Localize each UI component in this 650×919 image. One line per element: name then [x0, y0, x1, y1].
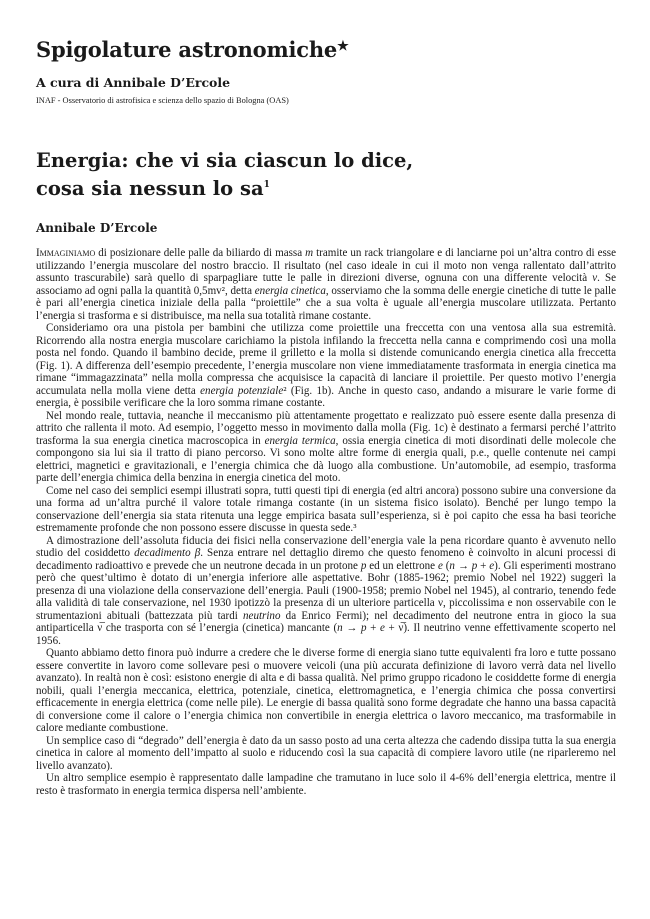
- italic-term: p: [471, 559, 478, 572]
- italic-term: neutrino: [243, 609, 281, 622]
- curator-line: A cura di Annibale D’Ercole: [36, 75, 231, 90]
- text-run: →: [342, 622, 361, 634]
- column-star-mark: ★: [337, 39, 349, 54]
- text-run: , osserviamo che la somma delle energie cinetiche di tutte le palle è pari all’energia cinetica iniziale della palla “proiettile” che a sua volta è uguale all’energia muscolare utilizzata. Pertanto l’energia si trasforma e si distribuisce, ma nella sua totalità rimane costante.: [36, 284, 616, 322]
- body-paragraph: [36, 735, 616, 773]
- text-run: A dimostrazione dell’assoluta fiducia dei fisici nella conservazione dell’energia vale la pena ricordare quanto è avvenuto nello studio del cosiddetto: [36, 534, 616, 559]
- italic-term: v: [592, 272, 598, 284]
- text-run: ² (Fig. 1b). Anche in questo caso, andando a misurare le varie forme di energia, è possibile verificare che la loro somma rimane costante.: [36, 384, 616, 409]
- article-title-line-1: Energia: che vi sia ciascun lo dice,: [36, 149, 414, 172]
- italic-term: m: [305, 247, 314, 259]
- title-footnote-marker: 1: [263, 180, 270, 190]
- text-run: Quanto abbiamo detto finora può indurre a credere che le diverse forme di energia siano tutte equivalenti fra loro e tutte possano essere convertite in lavoro come sollevare pesi o muovere veicoli (una più accurata definizione di lavoro verrà data nel livello avanzato). In realtà non è così: esistono energie di alta e di bassa qualità. Nel primo gruppo ricadono le cosiddette forme di energia nobili, quali l’energia meccanica, elettrica, potenziale, cinetica, elettromagnetica, e l’energia chimica che possa convertirsi efficacemente in energia elettrica (come nelle pile). Le energie di bassa qualità sono forme degradate che hanno una bassa capacità di conversione come il calore o l’energia chimica non convertibile in energia elettrica o lavoro meccanico, ma trasformabile in calore mediante combustione.: [36, 647, 616, 734]
- text-run: di posizionare delle palle da biliardo di massa: [95, 247, 306, 259]
- text-run: ed un elettrone: [366, 559, 438, 572]
- italic-term: e: [437, 559, 443, 572]
- article-title-line-2-text: cosa sia nessun lo sa: [36, 177, 264, 200]
- italic-term: p: [360, 622, 367, 634]
- text-run: +: [366, 622, 380, 634]
- italic-term: n: [337, 622, 343, 634]
- text-run: tramite un rack triangolare e di lanciarne poi un’altra contro di esse utilizzando l’energia muscolare del nostro braccio. Il risultato (nel caso ideale in cui il moto non venga rallentato dall’attrito assunto trascurabile) sarà quello di sparpagliare tutte le palle in direzioni diverse, ognuna con una differente velocità: [36, 247, 616, 284]
- body-paragraph: [36, 322, 616, 410]
- text-run: Come nel caso dei semplici esempi illustrati sopra, tutti questi tipi di energia (ed altri ancora) possono subire una conversione da una forma ad un’altra purché il valore totale rimanga costante (in un sistema fisico isolato). Benché per lungo tempo la conservazione dell’energia sia stata ritenuta una legge empirica basata sull’esperienza, si è poi capito che essa ha basi teoriche estremamente profonde che non possono essere discusse in questa sede.³: [36, 484, 616, 534]
- text-run: Un altro semplice esempio è rappresentato dalle lampadine che tramutano in luce solo il 4-6% dell’energia elettrica, mentre il resto è trasformato in energia termica dispersa nell’ambiente.: [36, 772, 616, 797]
- text-run: da Enrico Fermi); nel decadimento del neutrone entra in gioco la sua antiparticella ν̅ che trasporta con sé l’energia (cinetica) mancante (: [36, 609, 616, 634]
- body-paragraph: [36, 247, 616, 322]
- body-paragraph: [36, 647, 616, 735]
- body-paragraph: [36, 485, 616, 535]
- italic-term: n: [449, 559, 455, 572]
- article-title: [36, 148, 616, 201]
- text-run: →: [454, 559, 472, 572]
- italic-term: p: [360, 559, 367, 572]
- text-run: Consideriamo ora una pistola per bambini che utilizza come proiettile una freccetta con una ventosa alla sua estremità. Ricorrendo alla nostra energia muscolare carichiamo la pistola infilando la freccetta nella canna e comprimendo così una molla posta nel fondo. Quando il bambino decide, preme il grilletto e la molla si distende comunicando energia cinetica alla freccetta (Fig. 1). A differenza dell’esempio precedente, l’energia muscolare non viene immediatamente trasformata in energia cinetica ma rimane “immagazzinata” nella molla compressa che acquisisce la capacità di lanciare il proiettile. Per questo motivo l’energia accumulata nella molla viene detta: [36, 322, 616, 397]
- affiliation-line: INAF - Osservatorio di astrofisica e scienza dello spazio di Bologna (OAS): [36, 96, 289, 105]
- body-paragraph: [36, 410, 616, 485]
- text-run: Un semplice caso di “degrado” dell’energia è dato da un sasso posto ad una certa altezza che cadendo dissipa tutta la sua energia cinetica in calore al momento dell’impatto al suolo e riducendo così la sua capacità di compiere lavoro utile (ne riparleremo nel livello avanzato).: [36, 734, 616, 772]
- italic-term: e: [379, 622, 385, 634]
- text-run: Nel mondo reale, tuttavia, neanche il meccanismo più attentamente progettato e realizzato può essere esente dalla presenza di attrito che rallenta il moto. Ad esempio, l’oggetto messo in movimento dalla molla (Fig. 1c) è destinato a fermarsi perché l’attrito trasforma la sua energia cinetica macroscopica in: [36, 409, 616, 447]
- italic-term: decadimento β: [134, 547, 201, 559]
- article-body: [36, 247, 616, 797]
- italic-term: e: [489, 559, 495, 572]
- text-run: . Senza entrare nel dettaglio diremo che questo fenomeno è coinvolto in alcuni processi di decadimento radioattivo e prevede che un neutrone decada in un protone: [36, 547, 616, 572]
- italic-term: energia termica: [264, 434, 336, 447]
- lead-word: Immaginiamo: [36, 247, 96, 259]
- text-run: . Se associamo ad ogni palla la quantità 0,5mv², detta: [36, 272, 617, 297]
- article-author: Annibale D’Ercole: [36, 221, 158, 235]
- page: [36, 22, 616, 797]
- italic-term: energia cinetica: [254, 284, 326, 297]
- column-title-text: Spigolature astronomiche: [36, 37, 338, 62]
- article-title-line-2: [36, 173, 616, 201]
- body-paragraph: [36, 772, 616, 797]
- text-run: + ν̅). Il neutrino venne effettivamente scoperto nel 1956.: [36, 622, 616, 647]
- body-paragraph: [36, 535, 616, 648]
- text-run: (: [442, 559, 450, 572]
- text-run: , ossia energia cinetica di moti disordinati delle molecole che compongono sia lui sia il tratto di piano percorso. Vi sono molte altre forme di energia quali, p.e., quelle contenute nei campi elettrici, magnetici e gravitazionali, e l’energia chimica che dà luogo alla combustione. Un’automobile, ad esempio, trasforma parte dell’energia chimica della benzina in energia cinetica del moto.: [36, 434, 616, 484]
- text-run: +: [477, 559, 490, 572]
- column-title: [36, 34, 616, 63]
- italic-term: energia potenziale: [200, 384, 284, 397]
- text-run: ). Gli esperimenti mostrano però che quest’ultimo è dotato di un’energia inferiore alle aspettative. Bohr (1885-1962; premio Nobel nel 1922) suggerì la presenza di una violazione della conservazione dell’energia. Pauli (1900-1958; premio Nobel nel 1945), al contrario, tenendo fede alla validità di tale conservazione, nel 1930 ipotizzò la presenza di un ulteriore particella ν, piccolissima e non osservabile con le strumentazioni abituali (battezzata più tardi: [36, 559, 616, 622]
